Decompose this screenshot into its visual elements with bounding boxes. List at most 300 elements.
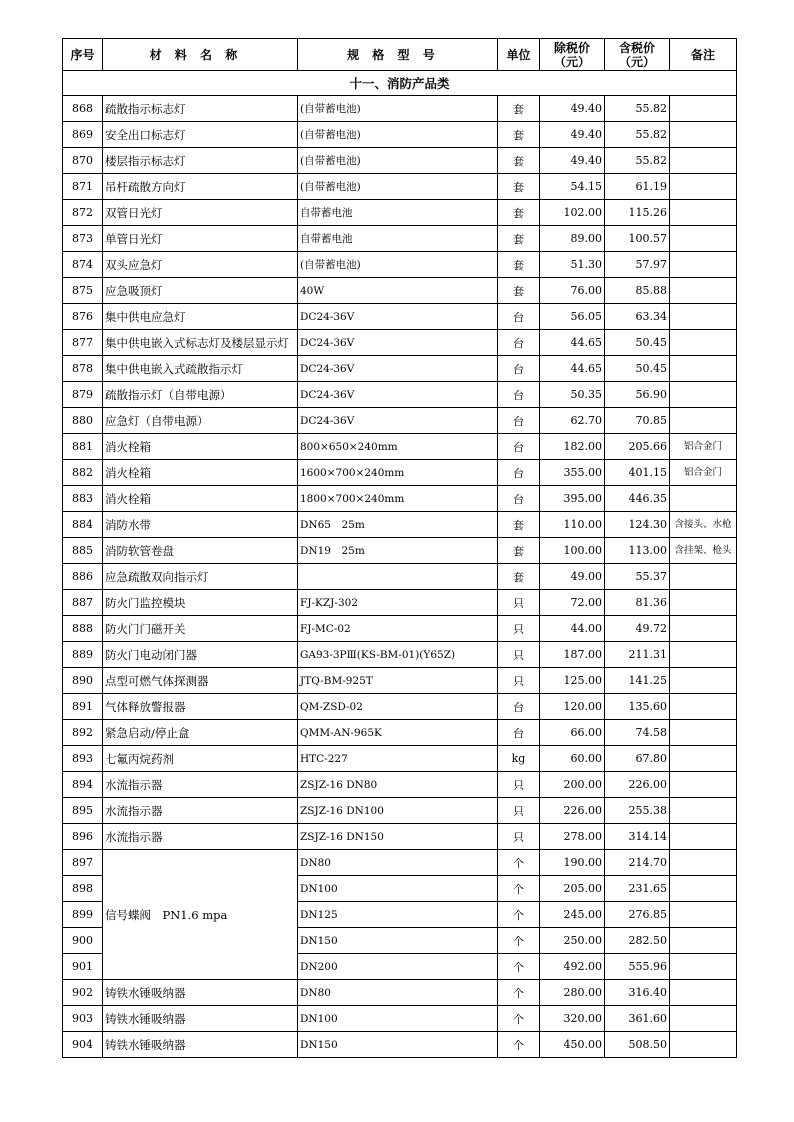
unit: 只 [498,590,540,616]
row-number: 898 [63,876,103,902]
material-name: 应急灯（自带电源） [103,408,298,434]
table-row [63,200,737,226]
row-number: 871 [63,174,103,200]
price-ex-tax: 182.00 [540,434,605,460]
remark [670,720,737,746]
specification: ZSJZ-16 DN150 [298,824,498,850]
price-inc-tax: 50.45 [605,330,670,356]
price-inc-tax: 56.90 [605,382,670,408]
remark [670,96,737,122]
row-number: 880 [63,408,103,434]
specification: 自带蓄电池 [298,226,498,252]
unit: 只 [498,668,540,694]
remark [670,408,737,434]
remark [670,200,737,226]
table-row [63,694,737,720]
specification: DN65 25m [298,512,498,538]
price-ex-tax: 125.00 [540,668,605,694]
table-row [63,1032,737,1058]
price-ex-tax: 110.00 [540,512,605,538]
price-ex-tax: 278.00 [540,824,605,850]
price-inc-tax: 211.31 [605,642,670,668]
specification: DC24-36V [298,356,498,382]
row-number: 885 [63,538,103,564]
price-inc-tax: 124.30 [605,512,670,538]
header-remark: 备注 [670,39,737,71]
header-price-inc-tax [605,39,670,71]
specification: ZSJZ-16 DN100 [298,798,498,824]
price-inc-tax: 74.58 [605,720,670,746]
remark [670,590,737,616]
table-row [63,1006,737,1032]
remark [670,356,737,382]
material-name: 消防水带 [103,512,298,538]
row-number: 870 [63,148,103,174]
price-inc-tax: 361.60 [605,1006,670,1032]
unit: 个 [498,850,540,876]
material-name: 双头应急灯 [103,252,298,278]
price-inc-tax: 55.37 [605,564,670,590]
price-ex-tax: 190.00 [540,850,605,876]
row-number: 869 [63,122,103,148]
price-ex-tax: 49.40 [540,122,605,148]
price-ex-tax: 355.00 [540,460,605,486]
remark [670,486,737,512]
unit: 台 [498,330,540,356]
row-number: 892 [63,720,103,746]
remark [670,642,737,668]
row-number: 902 [63,980,103,1006]
specification: JTQ-BM-925T [298,668,498,694]
header-row [63,39,737,71]
table-row [63,798,737,824]
row-number: 881 [63,434,103,460]
remark [670,668,737,694]
price-inc-tax: 85.88 [605,278,670,304]
material-name: 水流指示器 [103,798,298,824]
row-number: 893 [63,746,103,772]
remark [670,564,737,590]
price-ex-tax: 54.15 [540,174,605,200]
row-number: 884 [63,512,103,538]
price-ex-tax: 102.00 [540,200,605,226]
unit: 个 [498,1006,540,1032]
price-inc-tax: 135.60 [605,694,670,720]
specification: ZSJZ-16 DN80 [298,772,498,798]
material-name: 铸铁水锤吸纳器 [103,1032,298,1058]
material-name: 水流指示器 [103,772,298,798]
price-inc-tax: 63.34 [605,304,670,330]
table-row [63,642,737,668]
price-ex-tax: 89.00 [540,226,605,252]
price-ex-tax: 450.00 [540,1032,605,1058]
price-ex-tax: 44.65 [540,356,605,382]
unit: 台 [498,486,540,512]
unit: 台 [498,694,540,720]
price-inc-tax: 141.25 [605,668,670,694]
section-title: 十一、消防产品类 [63,71,737,96]
table-row [63,122,737,148]
material-name: 集中供电嵌入式疏散指示灯 [103,356,298,382]
specification: DC24-36V [298,408,498,434]
price-ex-tax: 50.35 [540,382,605,408]
price-ex-tax: 226.00 [540,798,605,824]
price-inc-tax: 57.97 [605,252,670,278]
specification: DN125 [298,902,498,928]
unit: 套 [498,252,540,278]
row-number: 873 [63,226,103,252]
price-inc-tax: 50.45 [605,356,670,382]
price-ex-tax: 100.00 [540,538,605,564]
remark [670,746,737,772]
material-name: 吊杆疏散方向灯 [103,174,298,200]
remark [670,174,737,200]
material-name: 应急吸顶灯 [103,278,298,304]
material-name: 楼层指示标志灯 [103,148,298,174]
specification: DN150 [298,1032,498,1058]
price-inc-tax: 231.65 [605,876,670,902]
price-inc-tax: 276.85 [605,902,670,928]
unit: 个 [498,876,540,902]
price-inc-tax: 214.70 [605,850,670,876]
remark [670,980,737,1006]
material-name: 应急疏散双向指示灯 [103,564,298,590]
row-number: 889 [63,642,103,668]
row-number: 890 [63,668,103,694]
specification: DN150 [298,928,498,954]
row-number: 883 [63,486,103,512]
table-row [63,512,737,538]
material-name: 疏散指示标志灯 [103,96,298,122]
row-number: 897 [63,850,103,876]
price-inc-tax: 55.82 [605,122,670,148]
remark [670,1006,737,1032]
row-number: 888 [63,616,103,642]
specification: HTC-227 [298,746,498,772]
material-name: 集中供电应急灯 [103,304,298,330]
header-price-ex-tax-line2: （元） [553,54,590,69]
specification: (自带蓄电池) [298,174,498,200]
unit: 套 [498,226,540,252]
specification: (自带蓄电池) [298,148,498,174]
price-inc-tax: 401.15 [605,460,670,486]
table-row [63,174,737,200]
row-number: 874 [63,252,103,278]
header-price-inc-tax-line2: （元） [618,54,655,69]
price-ex-tax: 44.00 [540,616,605,642]
table-row [63,96,737,122]
table-row [63,148,737,174]
unit: 只 [498,824,540,850]
unit: 套 [498,200,540,226]
remark [670,798,737,824]
price-inc-tax: 282.50 [605,928,670,954]
unit: kg [498,746,540,772]
specification: DN19 25m [298,538,498,564]
row-number: 878 [63,356,103,382]
row-number: 882 [63,460,103,486]
table-row [63,720,737,746]
row-number: 901 [63,954,103,980]
material-name: 消火栓箱 [103,460,298,486]
price-ex-tax: 245.00 [540,902,605,928]
header-name [103,39,298,71]
header-no: 序号 [63,39,103,71]
section-row [63,71,737,96]
row-number: 891 [63,694,103,720]
price-ex-tax: 395.00 [540,486,605,512]
specification: DC24-36V [298,330,498,356]
material-name: 集中供电嵌入式标志灯及楼层显示灯 [103,330,298,356]
remark [670,876,737,902]
unit: 套 [498,148,540,174]
table-row [63,408,737,434]
price-ex-tax: 49.00 [540,564,605,590]
specification: 1800×700×240mm [298,486,498,512]
row-number: 896 [63,824,103,850]
header-unit: 单位 [498,39,540,71]
price-inc-tax: 61.19 [605,174,670,200]
table-row [63,746,737,772]
remark [670,694,737,720]
unit: 台 [498,382,540,408]
table-row [63,434,737,460]
table-row [63,278,737,304]
material-name: 双管日光灯 [103,200,298,226]
remark [670,850,737,876]
specification: (自带蓄电池) [298,252,498,278]
price-ex-tax: 250.00 [540,928,605,954]
price-ex-tax: 200.00 [540,772,605,798]
specification: DC24-36V [298,304,498,330]
specification: (自带蓄电池) [298,96,498,122]
remark [670,122,737,148]
price-ex-tax: 76.00 [540,278,605,304]
specification: DN80 [298,980,498,1006]
unit: 套 [498,174,540,200]
row-number: 903 [63,1006,103,1032]
specification: DN100 [298,876,498,902]
row-number: 879 [63,382,103,408]
specification: DC24-36V [298,382,498,408]
table-row [63,616,737,642]
price-inc-tax: 226.00 [605,772,670,798]
price-ex-tax: 120.00 [540,694,605,720]
table-row [63,564,737,590]
unit: 台 [498,460,540,486]
price-ex-tax: 205.00 [540,876,605,902]
price-ex-tax: 72.00 [540,590,605,616]
material-name: 消火栓箱 [103,486,298,512]
row-number: 876 [63,304,103,330]
material-name: 防火门电动闭门器 [103,642,298,668]
table-row [63,980,737,1006]
price-inc-tax: 55.82 [605,148,670,174]
remark [670,1032,737,1058]
unit: 套 [498,122,540,148]
row-number: 900 [63,928,103,954]
header-spec-text: 规格型号 [347,47,448,62]
table-row [63,304,737,330]
remark [670,824,737,850]
row-number: 904 [63,1032,103,1058]
remark: 含挂架、枪头 [670,538,737,564]
price-ex-tax: 60.00 [540,746,605,772]
specification: QM-ZSD-02 [298,694,498,720]
specification: GA93-3PⅢ(KS-BM-01)(Y65Z) [298,642,498,668]
row-number: 877 [63,330,103,356]
header-price-ex-tax-line1: 除税价 [553,40,590,55]
table-row [63,460,737,486]
header-name-text: 材料名称 [149,47,251,62]
table-row [63,850,737,876]
table-row [63,330,737,356]
price-ex-tax: 280.00 [540,980,605,1006]
unit: 套 [498,512,540,538]
unit: 套 [498,538,540,564]
remark [670,902,737,928]
price-inc-tax: 115.26 [605,200,670,226]
specification: FJ-KZJ-302 [298,590,498,616]
remark [670,954,737,980]
unit: 台 [498,434,540,460]
specification: (自带蓄电池) [298,122,498,148]
price-inc-tax: 49.72 [605,616,670,642]
material-name: 铸铁水锤吸纳器 [103,1006,298,1032]
price-inc-tax: 555.96 [605,954,670,980]
row-number: 875 [63,278,103,304]
price-ex-tax: 56.05 [540,304,605,330]
material-name: 气体释放警报器 [103,694,298,720]
header-spec [298,39,498,71]
specification: DN200 [298,954,498,980]
table-row [63,356,737,382]
table-row [63,252,737,278]
unit: 个 [498,980,540,1006]
unit: 只 [498,642,540,668]
remark [670,278,737,304]
row-number: 887 [63,590,103,616]
specification: 40W [298,278,498,304]
unit: 台 [498,408,540,434]
table-body [63,71,737,1058]
remark: 铝合金门 [670,434,737,460]
material-name: 紧急启动/停止盒 [103,720,298,746]
price-inc-tax: 446.35 [605,486,670,512]
price-ex-tax: 44.65 [540,330,605,356]
remark [670,148,737,174]
table-row [63,382,737,408]
specification: 800×650×240mm [298,434,498,460]
price-ex-tax: 320.00 [540,1006,605,1032]
material-name: 点型可燃气体探测器 [103,668,298,694]
material-name-merged: 信号蝶阀 PN1.6 mpa [103,850,298,980]
row-number: 899 [63,902,103,928]
price-inc-tax: 314.14 [605,824,670,850]
specification: FJ-MC-02 [298,616,498,642]
header-price-ex-tax [540,39,605,71]
remark [670,772,737,798]
remark [670,330,737,356]
price-ex-tax: 62.70 [540,408,605,434]
material-name: 安全出口标志灯 [103,122,298,148]
price-inc-tax: 100.57 [605,226,670,252]
table-row [63,772,737,798]
remark [670,252,737,278]
price-inc-tax: 55.82 [605,96,670,122]
unit: 套 [498,564,540,590]
material-name: 防火门门磁开关 [103,616,298,642]
material-name: 消火栓箱 [103,434,298,460]
unit: 套 [498,96,540,122]
specification: DN80 [298,850,498,876]
price-inc-tax: 316.40 [605,980,670,1006]
material-name: 水流指示器 [103,824,298,850]
material-name: 单管日光灯 [103,226,298,252]
row-number: 868 [63,96,103,122]
row-number: 895 [63,798,103,824]
price-inc-tax: 508.50 [605,1032,670,1058]
price-ex-tax: 51.30 [540,252,605,278]
price-ex-tax: 66.00 [540,720,605,746]
material-name: 消防软管卷盘 [103,538,298,564]
unit: 个 [498,928,540,954]
unit: 个 [498,902,540,928]
unit: 个 [498,1032,540,1058]
price-inc-tax: 113.00 [605,538,670,564]
table-row [63,226,737,252]
price-inc-tax: 81.36 [605,590,670,616]
price-ex-tax: 49.40 [540,148,605,174]
remark [670,226,737,252]
unit: 只 [498,772,540,798]
price-inc-tax: 67.80 [605,746,670,772]
material-name: 铸铁水锤吸纳器 [103,980,298,1006]
price-ex-tax: 187.00 [540,642,605,668]
unit: 只 [498,798,540,824]
specification: 1600×700×240mm [298,460,498,486]
unit: 台 [498,720,540,746]
specification: 自带蓄电池 [298,200,498,226]
table-row [63,590,737,616]
specification [298,564,498,590]
header-price-inc-tax-line1: 含税价 [618,40,655,55]
price-ex-tax: 492.00 [540,954,605,980]
specification: DN100 [298,1006,498,1032]
remark [670,616,737,642]
price-ex-tax: 49.40 [540,96,605,122]
remark [670,304,737,330]
remark: 含接头、水枪 [670,512,737,538]
remark: 铝合金门 [670,460,737,486]
price-inc-tax: 255.38 [605,798,670,824]
price-inc-tax: 205.66 [605,434,670,460]
specification: QMM-AN-965K [298,720,498,746]
material-name: 七氟丙烷药剂 [103,746,298,772]
table-row [63,538,737,564]
price-table [62,38,737,1058]
unit: 个 [498,954,540,980]
table-row [63,486,737,512]
unit: 台 [498,304,540,330]
material-name: 防火门监控模块 [103,590,298,616]
row-number: 886 [63,564,103,590]
remark [670,928,737,954]
unit: 只 [498,616,540,642]
price-inc-tax: 70.85 [605,408,670,434]
unit: 套 [498,278,540,304]
material-name: 疏散指示灯（自带电源） [103,382,298,408]
